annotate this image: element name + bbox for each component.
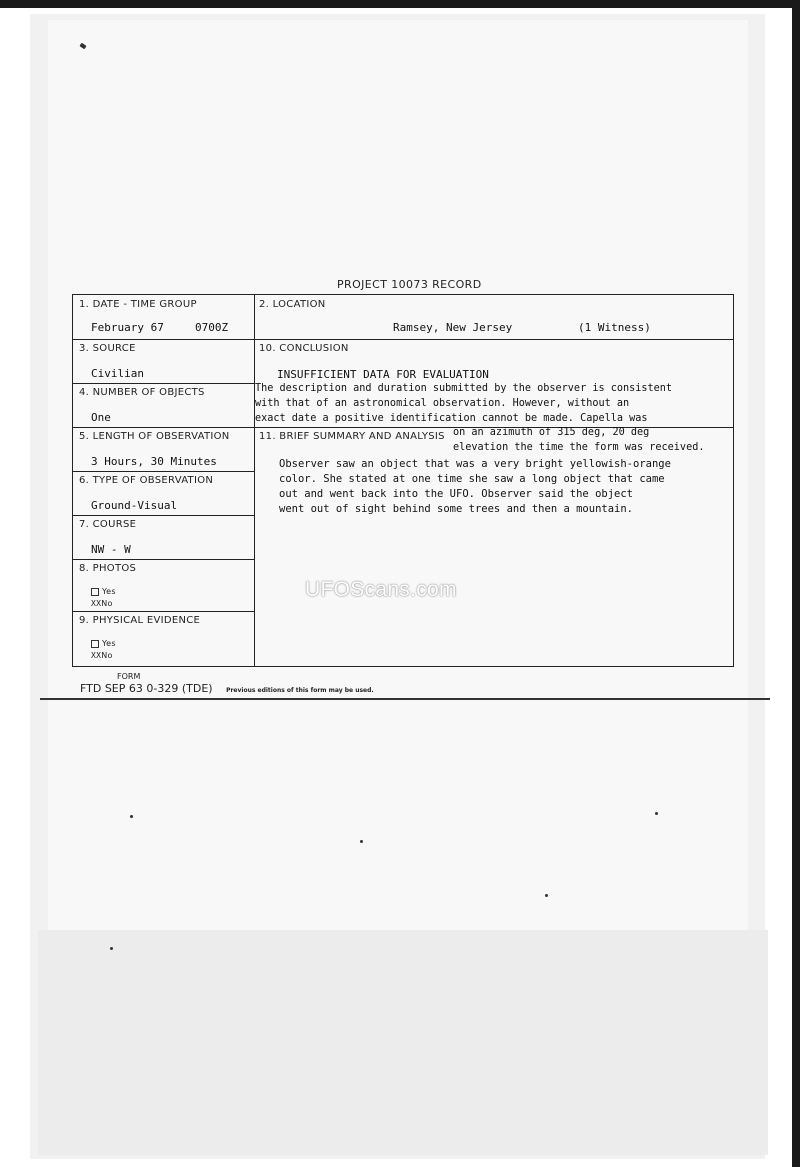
evidence-yes-option: Yes (91, 639, 116, 648)
source-value: Civilian (91, 367, 144, 380)
form-id: FTD SEP 63 0-329 (TDE) (80, 682, 213, 695)
form-footer-note: Previous editions of this form may be used. (226, 687, 374, 694)
summary-line-4: went out of sight behind some trees and then a mountain. (279, 503, 634, 515)
row-divider-left-2 (73, 383, 254, 384)
location-place-value: Ramsey, New Jersey (393, 321, 513, 334)
evidence-yes-checkbox (91, 640, 99, 648)
scan-edge-top (0, 0, 800, 8)
course-label: 7. COURSE (79, 519, 137, 530)
conclusion-label: 10. CONCLUSION (259, 343, 349, 354)
photos-yes-option: Yes (91, 587, 116, 596)
form-word-label: FORM (117, 672, 141, 681)
number-of-objects-label: 4. NUMBER OF OBJECTS (79, 387, 205, 398)
summary-line-3: out and went back into the UFO. Observer said the object (279, 488, 634, 500)
conclusion-line-3: exact date a positive identification cannot be made. Capella was (255, 413, 648, 424)
scan-speck (360, 840, 363, 843)
form-footer (80, 682, 374, 695)
summary-continued-line-2: elevation the time the form was received. (453, 442, 705, 453)
physical-evidence-label: 9. PHYSICAL EVIDENCE (79, 615, 201, 626)
length-of-observation-label: 5. LENGTH OF OBSERVATION (79, 431, 230, 442)
footer-rule (40, 698, 770, 700)
photos-no-mark: XX (91, 599, 102, 608)
row-divider-left-4 (73, 471, 254, 472)
row-divider-left-5 (73, 515, 254, 516)
scan-edge-right (792, 0, 800, 1167)
photos-no-option: XXNo (91, 599, 113, 608)
watermark: UFOScans.com (305, 578, 457, 601)
paper-lower-band (38, 930, 768, 1155)
course-value: NW - W (91, 543, 131, 556)
conclusion-line-1: The description and duration submitted by the observer is consistent (255, 383, 673, 394)
summary-line-2: color. She stated at one time she saw a long object that came (279, 473, 665, 485)
date-value: February 67 (91, 321, 164, 334)
summary-continued-line-1: on an azimuth of 315 deg, 20 deg (453, 427, 650, 438)
summary-label: 11. BRIEF SUMMARY AND ANALYSIS (259, 431, 445, 442)
type-of-observation-label: 6. TYPE OF OBSERVATION (79, 475, 214, 486)
type-of-observation-value: Ground-Visual (91, 499, 178, 512)
photos-yes-checkbox (91, 588, 99, 596)
column-divider (254, 295, 255, 667)
date-time-group-label: 1. DATE - TIME GROUP (79, 299, 197, 310)
row-divider-left-7 (73, 611, 254, 612)
number-of-objects-value: One (91, 411, 111, 424)
form-title: PROJECT 10073 RECORD (337, 278, 482, 291)
scan-speck (545, 894, 548, 897)
summary-line-1: Observer saw an object that was a very bright yellowish-orange (279, 458, 671, 470)
witness-count-value: (1 Witness) (578, 321, 651, 334)
conclusion-line-2: with that of an astronomical observation. However, without an (255, 398, 630, 409)
source-label: 3. SOURCE (79, 343, 136, 354)
row-divider-1 (73, 339, 733, 340)
photos-label: 8. PHOTOS (79, 563, 137, 574)
time-value: 0700Z (195, 321, 229, 334)
conclusion-heading: INSUFFICIENT DATA FOR EVALUATION (277, 368, 489, 381)
scan-speck (655, 812, 658, 815)
record-form (72, 294, 734, 667)
evidence-no-mark: XX (91, 651, 102, 660)
row-divider-left-6 (73, 559, 254, 560)
length-of-observation-value: 3 Hours, 30 Minutes (91, 455, 217, 468)
location-label: 2. LOCATION (259, 299, 326, 310)
scan-speck (130, 815, 133, 818)
scan-speck (110, 947, 113, 950)
evidence-no-option: XXNo (91, 651, 113, 660)
